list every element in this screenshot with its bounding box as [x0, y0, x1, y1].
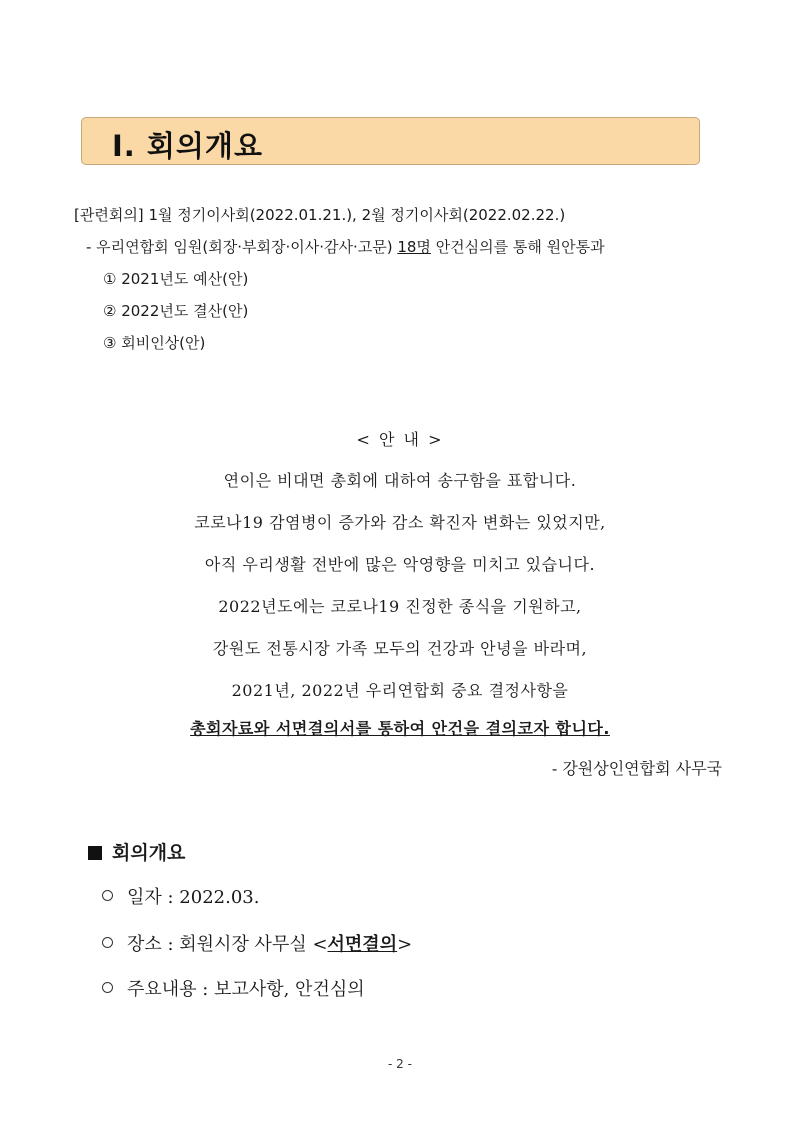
circle-bullet-icon [102, 937, 113, 948]
notice-signature: - 강원상인연합회 사무국 [551, 759, 722, 778]
notice-title: < 안 내 > [356, 430, 444, 449]
notice-emphasis-line [0, 716, 800, 739]
notice-line: 코로나19 감염병이 증가와 감소 확진자 변화는 있었지만, [194, 513, 606, 532]
approval-bullet [86, 236, 605, 257]
meeting-heading-text: 회의개요 [112, 842, 186, 864]
section-title-box [81, 117, 700, 165]
circle-bullet-icon [102, 890, 113, 901]
agenda-item: ③ 회비인상(안) [103, 334, 206, 352]
section-title: Ⅰ. 회의개요 [112, 129, 263, 163]
meeting-date [102, 883, 259, 909]
related-text: 1월 정기이사회(2022.01.21.), 2월 정기이사회(2022.02.22.) [148, 206, 566, 224]
square-bullet-icon [88, 846, 102, 860]
meeting-place-suffix: > [397, 934, 413, 955]
meeting-agenda [102, 975, 365, 1001]
approval-count: 18명 [397, 238, 431, 256]
agenda-item: ① 2021년도 예산(안) [103, 270, 249, 288]
approval-suffix: 안건심의를 통해 원안통과 [435, 238, 605, 256]
notice-emphasis: 총회자료와 서면결의서를 통하여 안건을 결의코자 합니다. [190, 719, 610, 738]
notice-line: 연이은 비대면 총회에 대하여 송구함을 표합니다. [223, 471, 577, 490]
notice-line: 아직 우리생활 전반에 많은 악영향을 미치고 있습니다. [204, 555, 596, 574]
meeting-place [102, 930, 412, 956]
meeting-place-emphasis: 서면결의 [327, 934, 398, 955]
notice-line: 강원도 전통시장 가족 모두의 건강과 안녕을 바라며, [212, 639, 588, 658]
page-number: - 2 - [388, 1057, 412, 1071]
notice-line: 2022년도에는 코로나19 진정한 종식을 기원하고, [218, 597, 582, 616]
meeting-date-text: 일자 : 2022.03. [127, 887, 260, 908]
meeting-agenda-text: 주요내용 : 보고사항, 안건심의 [127, 979, 365, 1000]
agenda-item: ② 2022년도 결산(안) [103, 302, 249, 320]
related-meetings [74, 204, 565, 225]
related-label: [관련회의] [74, 206, 144, 224]
notice-line: 2021년, 2022년 우리연합회 중요 결정사항을 [231, 681, 569, 700]
circle-bullet-icon [102, 982, 113, 993]
meeting-heading [88, 838, 185, 865]
approval-prefix: - 우리연합회 임원(회장·부회장·이사·감사·고문) [86, 238, 393, 256]
meeting-place-prefix: 장소 : 회원시장 사무실 < [127, 934, 328, 955]
